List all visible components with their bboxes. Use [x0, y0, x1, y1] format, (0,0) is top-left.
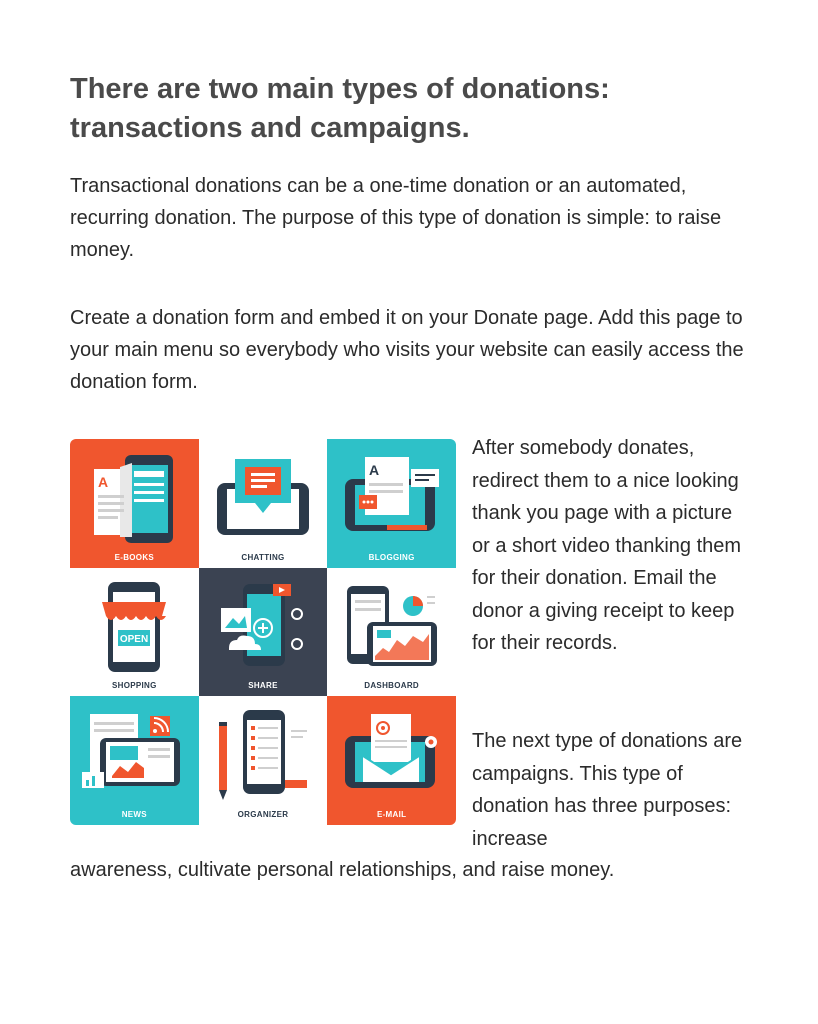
organizer-icon: [199, 696, 328, 825]
tile-organizer: [199, 696, 328, 825]
ebook-icon: [70, 439, 199, 568]
tile-label-organizer: ORGANIZER: [237, 809, 289, 819]
paragraph-transactional: Transactional donations can be a one-time donation or an automated, recurring donation. The purpose of this type of donation is simple: to raise money.: [70, 175, 722, 261]
tile-label-blogging: BLOGGING: [368, 552, 415, 562]
news-icon: [70, 696, 199, 825]
tile-blogging: [327, 439, 456, 568]
tile-label-email: E-MAIL: [376, 809, 407, 819]
tile-label-chatting: CHATTING: [241, 552, 285, 562]
share-icon: [199, 568, 328, 697]
paragraph-thank-you: After somebody donates, redirect them to a nice looking thank you page with a picture or a short video thanking them for their donation. Email the donor a giving receipt to keep for their records.: [472, 437, 742, 654]
email-icon: [327, 696, 456, 825]
tile-news: [70, 696, 199, 825]
paragraph-donation-form: Create a donation form and embed it on your Donate page. Add this page to your main menu so everybody who visits your website can easily access the donation form.: [70, 307, 744, 393]
icon-grid-illustration: [70, 439, 456, 825]
tile-email: [327, 696, 456, 825]
open-sign-text: OPEN: [119, 633, 149, 645]
blog-icon: [327, 439, 456, 568]
page-heading: There are two main types of donations: transactions and campaigns.: [70, 73, 610, 144]
blog-letter: A: [369, 462, 380, 478]
paragraph-campaigns-rest: awareness, cultivate personal relationships, and raise money.: [70, 859, 615, 881]
tile-ebooks: [70, 439, 199, 568]
dashboard-icon: [327, 568, 456, 697]
ebook-letter: A: [98, 474, 109, 490]
paragraph-campaigns-wrapped: The next type of donations are campaigns. This type of donation has three purposes: increase: [472, 730, 743, 850]
tile-label-news: NEWS: [121, 809, 147, 819]
tile-dashboard: [327, 568, 456, 697]
tile-shopping: [70, 568, 199, 697]
tile-label-ebooks: E-BOOKS: [114, 552, 155, 562]
tile-chatting: [199, 439, 328, 568]
tile-label-shopping: SHOPPING: [112, 681, 157, 691]
shopping-icon: [70, 568, 199, 697]
chat-icon: [199, 439, 328, 568]
tile-label-share: SHARE: [248, 681, 278, 691]
tile-share: [199, 568, 328, 697]
tile-label-dashboard: DASHBOARD: [364, 681, 419, 691]
